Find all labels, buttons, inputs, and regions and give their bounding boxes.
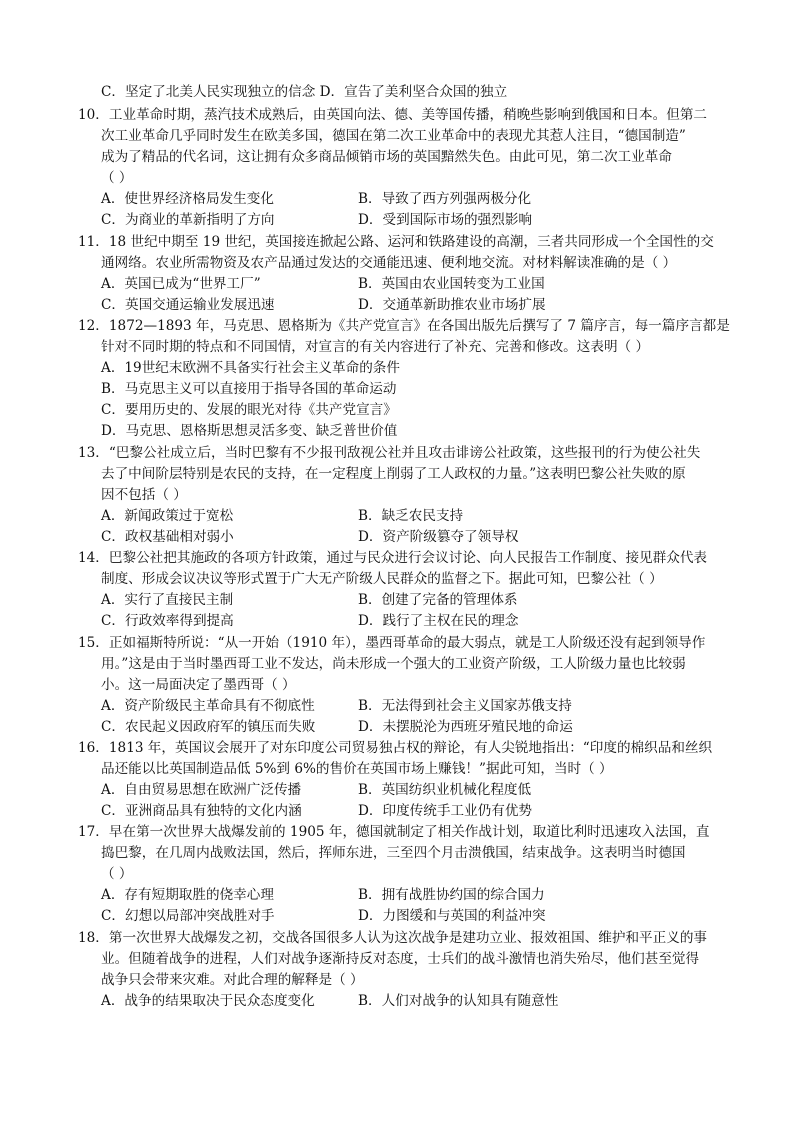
text-line: 次工业革命几乎同时发生在欧美多国，德国在第二次工业革命中的表现尤其惹人注目，“德国制造” (101, 128, 686, 144)
text-line: 品还能以比英国制造品低 5%到 6%的售价在英国市场上赚钱！”据此可知，当时（ ） (101, 761, 613, 777)
text-line: B．缺乏农民支持 (358, 508, 464, 524)
text-line: 17．早在第一次世界大战爆发前的 1905 年，德国就制定了相关作战计划，取道比利时迅速攻入法国，直 (78, 824, 710, 840)
text-line: B．创建了完备的管理体系 (358, 592, 518, 608)
text-line: 10．工业革命时期，蒸汽技术成熟后，由英国向法、德、美等国传播，稍晚些影响到俄国和日本。但第二 (78, 107, 708, 123)
text-line: 用。”这是由于当时墨西哥工业不发达，尚未形成一个强大的工业资产阶级，工人阶级力量也比较弱 (101, 656, 686, 672)
text-line: A．资产阶级民主革命具有不彻底性 (101, 698, 315, 714)
text-line: 去了中间阶层特别是农民的支持，在一定程度上削弱了工人政权的力量。”这表明巴黎公社失败的原 (101, 466, 686, 482)
text-line: A．存有短期取胜的侥幸心理 (101, 887, 274, 903)
text-line: 15．正如福斯特所说：“从一开始（1910 年），墨西哥革命的最大弱点，就是工人阶级还没有起到领导作 (78, 635, 706, 651)
text-line: C．为商业的革新指明了方向 (101, 212, 275, 228)
text-line: C．要用历史的、发展的眼光对待《共产党宣言》 (101, 402, 397, 418)
text-line: B．马克思主义可以直接用于指导各国的革命运动 (101, 381, 397, 397)
text-line: D．交通革新助推农业市场扩展 (358, 297, 546, 313)
text-line: D．未摆脱沦为西班牙殖民地的命运 (358, 719, 573, 735)
text-line: 制度、形成会议决议等形式置于广大无产阶级人民群众的监督之下。据此可知，巴黎公社（ ） (101, 571, 663, 587)
text-line: 成为了精品的代名词，这让拥有众多商品倾销市场的英国黯然失色。由此可见，第二次工业革命 (101, 149, 672, 165)
text-line: C．英国交通运输业发展迅速 (101, 297, 275, 313)
text-line: D．受到国际市场的强烈影响 (358, 212, 533, 228)
text-line: （ ） (101, 866, 133, 882)
text-line: 小。这一局面决定了墨西哥（ ） (101, 677, 296, 693)
text-line: 11．18 世纪中期至 19 世纪，英国接连掀起公路、运河和铁路建设的高潮，三者共同形成一个全国性的交 (78, 234, 714, 250)
text-line: （ ） (101, 170, 133, 186)
text-line: 13．“巴黎公社成立后，当时巴黎有不少报刊敌视公社并且攻击诽谤公社政策，这些报刊的行为使公社失 (78, 445, 701, 461)
text-line: A．使世界经济格局发生变化 (101, 191, 274, 207)
text-line: 通网络。农业所需物资及农产品通过发达的交通能迅速、便利地交流。对材料解读准确的是（ ） (101, 255, 677, 271)
text-line: B．英国由农业国转变为工业国 (358, 276, 545, 292)
text-line: D．印度传统手工业仍有优势 (358, 803, 533, 819)
text-line: A．实行了直接民主制 (101, 592, 234, 608)
text-line: B．导致了西方列强两极分化 (358, 191, 532, 207)
text-line: 因不包括（ ） (101, 487, 187, 503)
text-line: 18．第一次世界大战爆发之初，交战各国很多人认为这次战争是建功立业、报效祖国、维护和平正义的事 (78, 930, 708, 946)
text-line: A．战争的结果取决于民众态度变化 (101, 993, 315, 1009)
text-line: D．马克思、恩格斯思想灵活多变、缺乏普世价值 (101, 423, 398, 439)
text-line: C．行政效率得到提高 (101, 613, 234, 629)
text-line: D．力图缓和与英国的利益冲突 (358, 908, 546, 924)
text-line: D．践行了主权在民的理念 (358, 613, 519, 629)
text-line: C．农民起义因政府军的镇压而失败 (101, 719, 316, 735)
text-line: A．19世纪末欧洲不具备实行社会主义革命的条件 (101, 360, 400, 376)
text-line: B．英国纺织业机械化程度低 (358, 782, 532, 798)
text-line: A．自由贸易思想在欧洲广泛传播 (101, 782, 302, 798)
text-line: 12．1872—1893 年，马克思、恩格斯为《共产党宣言》在各国出版先后撰写了 7 篇序言，每一篇序言都是 (78, 318, 730, 334)
text-line: B．人们对战争的认知具有随意性 (358, 993, 559, 1009)
text-line: 14．巴黎公社把其施政的各项方针政策，通过与民众进行会议讨论、向人民报告工作制度、接见群众代表 (78, 550, 708, 566)
text-line: 针对不同时期的特点和不同国情，对宣言的有关内容进行了补充、完善和修改。这表明（ ） (101, 339, 650, 355)
text-line: A．英国已成为“世界工厂” (101, 276, 261, 292)
text-line: B．无法得到社会主义国家苏俄支持 (358, 698, 572, 714)
text-line: 战争只会带来灾难。对此合理的解释是（ ） (101, 972, 364, 988)
text-line: 捣巴黎，在几周内战败法国，然后，挥师东进，三至四个月击溃俄国，结束战争。这表明当时德国 (101, 845, 686, 861)
text-line: C．幻想以局部冲突战胜对手 (101, 908, 275, 924)
text-line: D．资产阶级篡夺了领导权 (358, 529, 519, 545)
text-line: A．新闻政策过于宽松 (101, 508, 234, 524)
text-line: B．拥有战胜协约国的综合国力 (358, 887, 545, 903)
text-line: 16．1813 年，英国议会展开了对东印度公司贸易独占权的辩论，有人尖锐地指出：“印度的棉织品和丝织 (78, 740, 713, 756)
text-line: C．坚定了北美人民实现独立的信念 D．宣告了美利坚合众国的独立 (101, 84, 508, 100)
text-line: C．亚洲商品具有独特的文化内涵 (101, 803, 302, 819)
text-line: C．政权基础相对弱小 (101, 529, 234, 545)
text-line: 业。但随着战争的进程，人们对战争逐渐持反对态度，士兵们的战斗激情也消失殆尽，他们甚至觉得 (101, 951, 700, 967)
